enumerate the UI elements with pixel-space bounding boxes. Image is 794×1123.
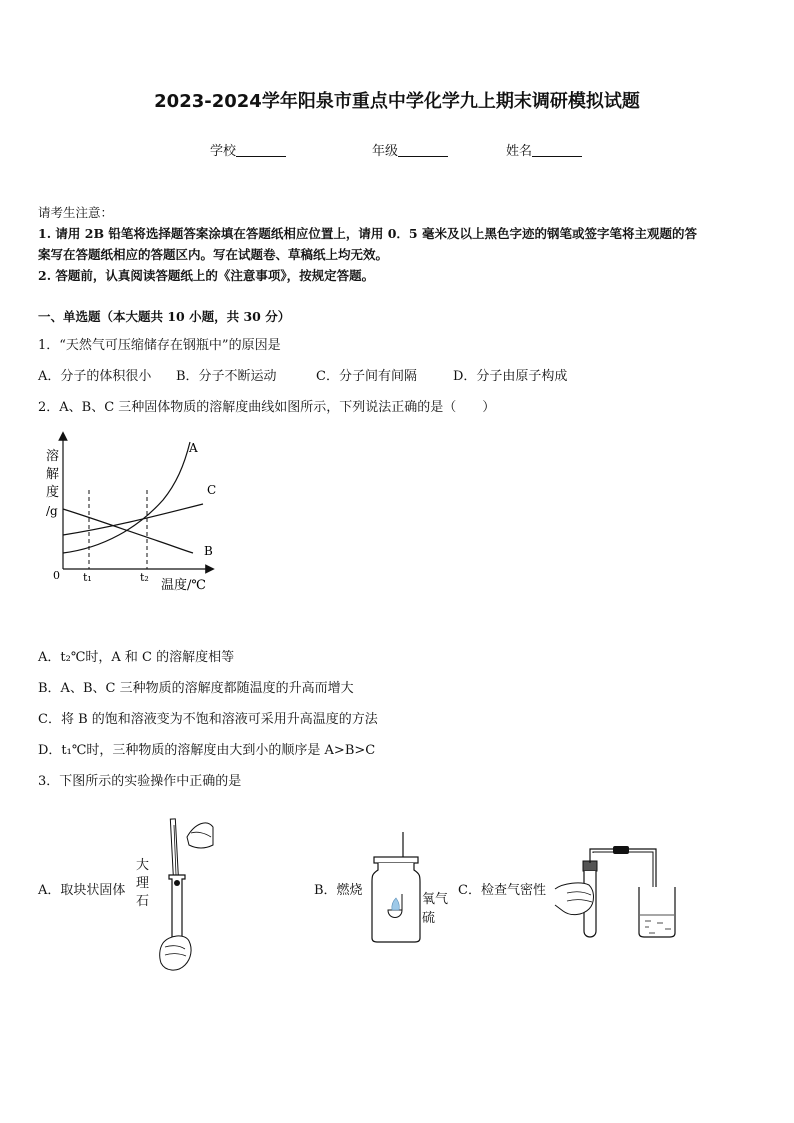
q2-option-b[interactable]: B．A、B、C 三种物质的溶解度都随温度的升高而增大 (38, 681, 354, 696)
airtightness-illustration (553, 845, 683, 945)
curve-b (63, 509, 193, 553)
q1-stem: 1．“天然气可压缩储存在钢瓶中”的原因是 (38, 338, 281, 353)
q3-option-c[interactable]: C．检查气密性 (458, 883, 546, 898)
ylabel-char-3: 度 (46, 485, 60, 500)
glass-lid-icon (374, 857, 418, 863)
series-label-a: A (189, 441, 198, 455)
bottom-hand-icon (160, 936, 191, 970)
rubber-connector-icon (613, 846, 629, 854)
q2-option-c[interactable]: C．将 B 的饱和溶液变为不饱和溶液可采用升高温度的方法 (38, 712, 378, 727)
q2-stem: 2．A、B、C 三种固体物质的溶解度曲线如图所示，下列说法正确的是（ ） (38, 400, 496, 415)
q1-option-d[interactable]: D．分子由原子构成 (453, 369, 568, 384)
q3-option-a[interactable]: A．取块状固体 (38, 883, 126, 898)
notice-item-1-line-1: 1. 请用 2B 铅笔将选择题答案涂填在答题纸相应位置上，请用 0．5 毫米及以上黑色字迹的钢笔或签字笔将主观题的答 (38, 226, 697, 241)
grade-label: 年级 (372, 144, 399, 159)
q1-option-c[interactable]: C．分子间有间隔 (316, 369, 417, 384)
beaker-icon (639, 887, 675, 937)
marble-char-3: 石 (136, 894, 150, 909)
school-blank[interactable] (236, 144, 286, 157)
solubility-chart (38, 428, 228, 598)
q3-option-b[interactable]: B．燃烧 (314, 883, 363, 898)
school-field[interactable] (210, 140, 286, 159)
gas-bottle-illustration (368, 830, 424, 946)
sulfur-label: 硫 (422, 911, 436, 926)
marble-chip-icon (174, 880, 180, 886)
x-tick-t1: t₁ (83, 571, 92, 584)
grade-field[interactable] (372, 140, 448, 159)
section-heading: 一、单选题（本大题共 10 小题，共 30 分） (38, 309, 291, 324)
marble-char-1: 大 (136, 858, 150, 873)
name-field[interactable] (506, 140, 582, 159)
school-label: 学校 (210, 144, 237, 159)
test-tube-hand-illustration (155, 815, 215, 975)
ylabel-char-1: 溶 (46, 449, 60, 464)
hand-icon (555, 883, 594, 915)
q1-option-a[interactable]: A．分子的体积很小 (38, 369, 152, 384)
marble-label (136, 857, 152, 911)
curve-a (63, 442, 190, 553)
x-tick-t2: t₂ (140, 571, 149, 584)
q2-option-a[interactable]: A．t₂℃时，A 和 C 的溶解度相等 (38, 650, 235, 665)
name-label: 姓名 (506, 144, 533, 159)
q3-stem: 3．下图所示的实验操作中正确的是 (38, 774, 242, 789)
ylabel-char-4: /g (46, 504, 58, 518)
series-label-b: B (204, 544, 213, 558)
notice-item-1-line-2: 案写在答题纸相应的答题区内。写在试题卷、草稿纸上均无效。 (38, 247, 389, 262)
notice-item-2: 2. 答题前，认真阅读答题纸上的《注意事项》，按规定答题。 (38, 268, 375, 283)
notice-heading: 请考生注意： (38, 205, 114, 220)
grade-blank[interactable] (398, 144, 448, 157)
q2-option-d[interactable]: D．t₁℃时，三种物质的溶解度由大到小的顺序是 A>B>C (38, 743, 376, 758)
marble-char-2: 理 (136, 876, 150, 891)
origin-label: 0 (53, 569, 60, 582)
page-title: 2023-2024学年阳泉市重点中学化学九上期末调研模拟试题 (154, 91, 640, 112)
x-axis-label: 温度/℃ (161, 578, 206, 593)
q1-option-b[interactable]: B．分子不断运动 (176, 369, 277, 384)
curve-c (63, 504, 203, 535)
oxygen-label: 氧气 (422, 892, 449, 907)
name-blank[interactable] (532, 144, 582, 157)
series-label-c: C (207, 483, 217, 497)
ylabel-char-2: 解 (46, 467, 60, 482)
